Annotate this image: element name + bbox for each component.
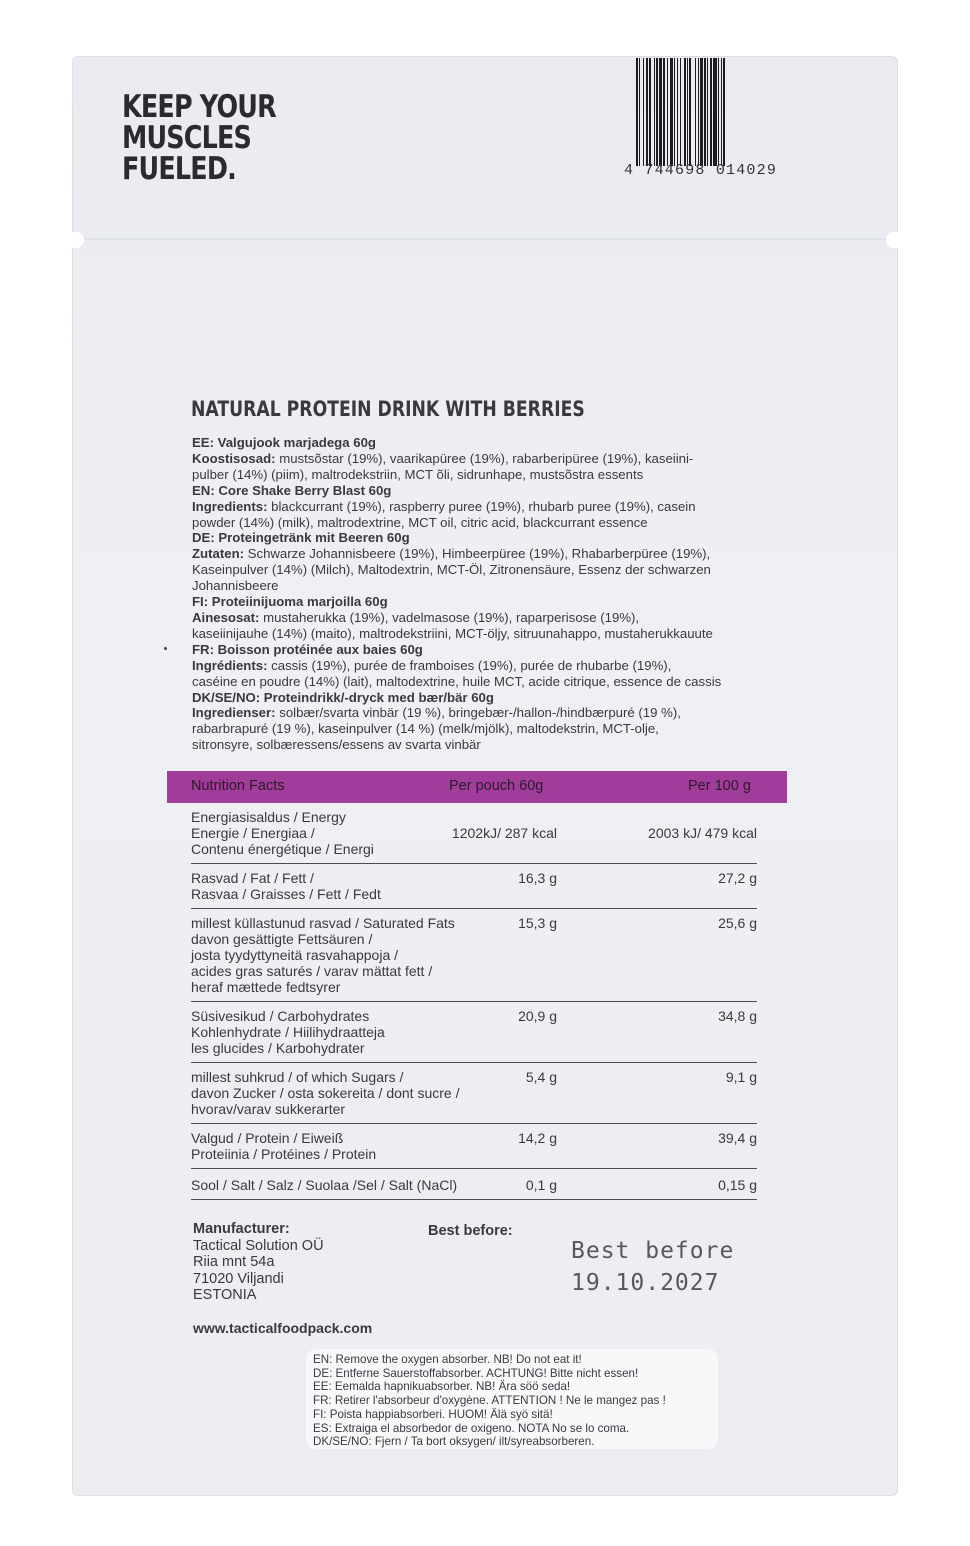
manufacturer-heading: Manufacturer: xyxy=(193,1221,290,1237)
value-per-pouch: 0,1 g xyxy=(525,1177,557,1193)
nutrition-label xyxy=(191,1175,491,1195)
nutrition-label-line: Energie / Energiaa / xyxy=(191,825,315,841)
nutrition-label-line: hvorav/varav sukkerarter xyxy=(191,1101,346,1117)
nutrition-label-line: Rasvaa / Graisses / Fett / Fedt xyxy=(191,886,381,902)
ingredient-heading: DE: Proteingetränk mit Beeren 60g xyxy=(192,530,410,546)
ingredient-text: rabarbrapuré (19 %), kaseinpulver (14 %) (melk/mjölk), maltodekstrin, MCT-olje, xyxy=(192,721,659,737)
barcode-bar xyxy=(725,58,728,166)
website-link: www.tacticalfoodpack.com xyxy=(193,1320,373,1336)
notice-line: ES: Extraiga el absorbedor de oxigeno. NOTA No se lo coma. xyxy=(313,1421,630,1435)
notice-line: DE: Entferne Sauerstoffabsorber. ACHTUNG! Bitte nicht essen! xyxy=(313,1366,639,1380)
ingredient-label: Ingrédients: xyxy=(192,657,268,673)
value-per-pouch: 20,9 g xyxy=(518,1008,557,1024)
best-before-label: Best before: xyxy=(428,1223,513,1239)
ingredient-text: Kaseinpulver (14%) (Milch), Maltodextrin, MCT-Öl, Zitronensäure, Essenz der schwarzen xyxy=(192,562,711,578)
ingredient-line xyxy=(192,451,792,467)
ingredient-label: Koostisosad: xyxy=(192,450,276,466)
ingredient-heading: EN: Core Shake Berry Blast 60g xyxy=(192,482,392,498)
nutrition-col-per-100g: Per 100 g xyxy=(688,778,751,794)
value-per-pouch: 16,3 g xyxy=(518,870,557,886)
nutrition-label-line: davon Zucker / osta sokereita / dont sucre / xyxy=(191,1085,460,1101)
ingredient-label: Ainesosat: xyxy=(192,609,260,625)
ingredients-block xyxy=(192,435,792,753)
value-per-100g: 39,4 g xyxy=(718,1130,757,1146)
nutrition-col-per-pouch: Per pouch 60g xyxy=(449,778,544,794)
notice-line: FR: Retirer l'absorbeur d'oxygène. ATTENTION ! Ne le mangez pas ! xyxy=(313,1394,666,1408)
ingredient-line xyxy=(192,515,792,531)
value-per-100g: 27,2 g xyxy=(718,870,757,886)
nutrition-title: Nutrition Facts xyxy=(191,778,285,794)
stamp-line: Best before xyxy=(571,1238,735,1264)
ingredient-text: mustsõstar (19%), vaarikapüree (19%), rabarberipüree (19%), kaseiini- xyxy=(279,450,694,466)
ingredient-label: Zutaten: xyxy=(192,546,245,562)
ingredient-text: powder (14%) (milk), maltrodextrine, MCT oil, citric acid, blackcurrant essence xyxy=(192,514,648,530)
nutrition-label-line: Kohlenhydrate / Hiilihydraatteja xyxy=(191,1024,385,1040)
ingredient-line xyxy=(192,610,792,626)
ingredient-text: solbær/svarta vinbär (19 %), bringebær-/hallon-/hindbærpuré (19 %), xyxy=(279,705,681,721)
ingredient-heading: EE: Valgujook marjadega 60g xyxy=(192,435,376,450)
ingredient-text: caséine en poudre (14%) (lait), maltodextrine, huile MCT, acide citrique, essence de cassis xyxy=(192,673,722,689)
nutrition-label xyxy=(191,1128,491,1164)
ingredient-label: Ingredients: xyxy=(192,498,268,514)
ingredient-line xyxy=(192,626,792,642)
nutrition-row xyxy=(191,1169,757,1200)
ingredient-line xyxy=(192,674,792,690)
nutrition-label-line: acides gras saturés / varav mättat fett / xyxy=(191,963,433,979)
value-per-100g: 25,6 g xyxy=(718,915,757,931)
nutrition-label xyxy=(191,868,491,904)
nutrition-row xyxy=(191,1063,757,1124)
nutrition-row xyxy=(191,1002,757,1063)
ingredient-line xyxy=(192,499,792,515)
nutrition-label-line: Valgud / Protein / Eiweiß xyxy=(191,1130,344,1146)
value-per-pouch: 5,4 g xyxy=(525,1069,557,1085)
nutrition-label-line: millest küllastunud rasvad / Saturated Fats xyxy=(191,915,455,931)
nutrition-label-line: Energiasisaldus / Energy xyxy=(191,809,346,825)
notice-line: FI: Poista happiabsorberi. HUOM! Älä syö sitä! xyxy=(313,1407,553,1421)
slogan xyxy=(122,89,276,187)
value-per-pouch: 14,2 g xyxy=(518,1130,557,1146)
oxygen-absorber-notice xyxy=(306,1349,718,1449)
manufacturer-line: Riia mnt 54a xyxy=(193,1254,275,1270)
ingredient-text: Johannisbeere xyxy=(192,578,279,594)
ingredient-text: sitronsyre, solbæressens/essens av svarta vinbär xyxy=(192,737,481,753)
print-dot xyxy=(164,647,167,650)
nutrition-label-line: Süsivesikud / Carbohydrates xyxy=(191,1008,370,1024)
zip-notch-right xyxy=(886,232,898,248)
ingredient-text: blackcurrant (19%), raspberry puree (19%), rhubarb puree (19%), casein xyxy=(271,498,696,514)
nutrition-row xyxy=(191,805,757,864)
manufacturer-line: 71020 Viljandi xyxy=(193,1270,284,1287)
slogan-line: KEEP YOUR xyxy=(122,89,276,125)
ingredient-line xyxy=(192,467,792,483)
ingredient-heading: FR: Boisson protéinée aux baies 60g xyxy=(192,641,423,657)
nutrition-label-line: millest suhkrud / of which Sugars / xyxy=(191,1069,404,1085)
nutrition-header xyxy=(167,771,787,803)
manufacturer-block xyxy=(193,1221,324,1304)
notice-line: EN: Remove the oxygen absorber. NB! Do not eat it! xyxy=(313,1353,582,1366)
nutrition-label-line: Rasvad / Fat / Fett / xyxy=(191,870,314,886)
nutrition-row xyxy=(191,909,757,1002)
stamp-date: 19.10.2027 xyxy=(571,1270,720,1296)
ingredient-heading: FI: Proteiinijuoma marjoilla 60g xyxy=(192,594,388,610)
nutrition-label-line: josta tyydyttyneitä rasvahappoja / xyxy=(191,947,399,963)
barcode-number: 4 744698 014029 xyxy=(624,162,778,179)
ingredient-text: Schwarze Johannisbeere (19%), Himbeerpüree (19%), Rhabarberpüree (19%), xyxy=(247,546,711,562)
nutrition-label-line: les glucides / Karbohydrater xyxy=(191,1040,365,1056)
ingredient-line xyxy=(192,578,792,594)
ingredient-line xyxy=(192,562,792,578)
manufacturer-line: Tactical Solution OÜ xyxy=(193,1237,324,1254)
ingredient-text: pulber (14%) (piim), maltrodekstriin, MCT õli, sidrunhape, mustsõstra essents xyxy=(192,466,644,482)
nutrition-label-line: Sool / Salt / Salz / Suolaa /Sel / Salt (NaCl) xyxy=(191,1177,458,1193)
ingredient-line xyxy=(192,721,792,737)
value-per-100g: 9,1 g xyxy=(725,1069,757,1085)
nutrition-label xyxy=(191,1006,491,1058)
slogan-line: FUELED. xyxy=(122,151,236,187)
value-per-pouch: 15,3 g xyxy=(518,915,557,931)
manufacturer-line: ESTONIA xyxy=(193,1287,257,1303)
ingredient-heading: DK/SE/NO: Proteindrikk/-dryck med bær/bär 60g xyxy=(192,689,494,705)
ingredient-line xyxy=(192,658,792,674)
nutrition-label xyxy=(191,913,491,997)
ingredient-text: mustaherukka (19%), vadelmasose (19%), raparperisose (19%), xyxy=(263,609,640,625)
nutrition-row xyxy=(191,864,757,909)
ingredient-line xyxy=(192,546,792,562)
nutrition-label-line: Contenu énergétique / Energi xyxy=(191,841,374,857)
ingredient-line xyxy=(192,737,792,753)
value-per-100g: 34,8 g xyxy=(718,1008,757,1024)
value-per-100g: 0,15 g xyxy=(718,1177,757,1193)
ingredient-label: Ingredienser: xyxy=(192,705,276,721)
best-before-stamp xyxy=(571,1235,734,1299)
value-per-100g: 2003 kJ/ 479 kcal xyxy=(648,825,757,841)
nutrition-row xyxy=(191,1124,757,1169)
nutrition-table xyxy=(191,805,757,1200)
nutrition-label-line: Proteiinia / Protéines / Protein xyxy=(191,1146,377,1162)
zip-seal xyxy=(84,238,886,240)
barcode xyxy=(636,58,804,166)
notice-line: EE: Eemalda hapnikuabsorber. NB! Ära söö seda! xyxy=(313,1380,571,1394)
ingredient-line xyxy=(192,705,792,721)
nutrition-label xyxy=(191,807,491,859)
ingredient-text: kaseiinijauhe (14%) (maito), maltrodekstriini, MCT-öljy, sitruunahappo, mustaherukkauute xyxy=(192,625,713,641)
nutrition-label xyxy=(191,1067,491,1119)
value-per-pouch: 1202kJ/ 287 kcal xyxy=(451,825,557,841)
slogan-line: MUSCLES xyxy=(122,120,252,156)
product-title: NATURAL PROTEIN DRINK WITH BERRIES xyxy=(191,397,585,421)
nutrition-label-line: heraf mættede fedtsyrer xyxy=(191,979,341,995)
notice-line: DK/SE/NO: Fjern / Ta bort oksygen/ ilt/syreabsorberen. xyxy=(313,1435,595,1449)
nutrition-label-line: davon gesättigte Fettsäuren / xyxy=(191,931,373,947)
ingredient-text: cassis (19%), purée de framboises (19%), purée de rhubarbe (19%), xyxy=(271,657,672,673)
